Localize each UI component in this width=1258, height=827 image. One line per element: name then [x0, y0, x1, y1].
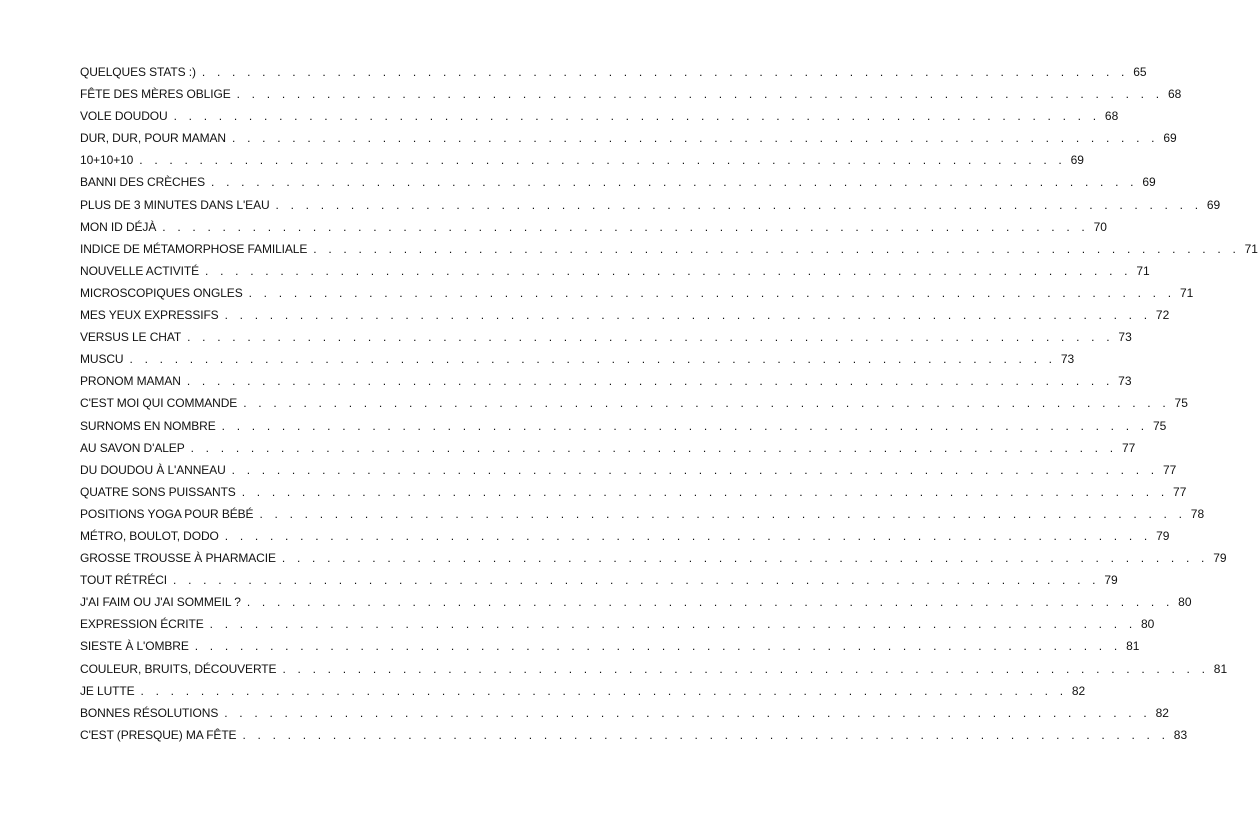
- toc-entry-title: NOUVELLE ACTIVITÉ: [80, 263, 200, 278]
- toc-entry-title: MES YEUX EXPRESSIFS: [80, 308, 219, 323]
- dot-leader: . . . . . . . . . . . . . . . . . . . . . . . . . . . . . . . . . . . . . . . . . . . . . . . . . . . . . . . . . . . . . .: [224, 705, 1151, 720]
- toc-entry-page-number: 81: [1213, 661, 1228, 676]
- toc-entry-title: JE LUTTE: [80, 683, 135, 698]
- toc-entry-title: AU SAVON D'ALEP: [80, 440, 185, 455]
- toc-entry[interactable]: [80, 326, 1132, 348]
- toc-entry-title: C'EST (PRESQUE) MA FÊTE: [80, 727, 237, 742]
- dot-leader: . . . . . . . . . . . . . . . . . . . . . . . . . . . . . . . . . . . . . . . . . . . . . . . . . . . . . . . . . . . . . .: [190, 440, 1118, 455]
- toc-entry[interactable]: [80, 569, 1118, 591]
- toc-entry-title: BANNI DES CRÈCHES: [80, 175, 205, 190]
- toc-entry-title: EXPRESSION ÉCRITE: [80, 617, 204, 632]
- dot-leader: . . . . . . . . . . . . . . . . . . . . . . . . . . . . . . . . . . . . . . . . . . . . . . . . . . . . . . . . . . . . . .: [194, 639, 1122, 654]
- dot-leader: . . . . . . . . . . . . . . . . . . . . . . . . . . . . . . . . . . . . . . . . . . . . . . . . . . . . . . . . . . . . . .: [173, 573, 1100, 588]
- dot-leader: . . . . . . . . . . . . . . . . . . . . . . . . . . . . . . . . . . . . . . . . . . . . . . . . . . . . . . . . . . . . . .: [259, 506, 1187, 521]
- toc-entry-page-number: 70: [1093, 219, 1107, 234]
- toc-entry-page-number: 69: [1142, 175, 1156, 190]
- toc-entry-page-number: 68: [1104, 109, 1119, 124]
- toc-entry-title: QUELQUES STATS :): [80, 65, 196, 79]
- toc-entry-page-number: 71: [1244, 241, 1258, 256]
- dot-leader: . . . . . . . . . . . . . . . . . . . . . . . . . . . . . . . . . . . . . . . . . . . . . . . . . . . . . . . . . . . . . .: [313, 241, 1240, 256]
- dot-leader: . . . . . . . . . . . . . . . . . . . . . . . . . . . . . . . . . . . . . . . . . . . . . . . . . . . . . . . . . . . . . .: [187, 330, 1114, 345]
- toc-entry[interactable]: [80, 635, 1140, 657]
- toc-entry[interactable]: [80, 238, 1258, 260]
- dot-leader: . . . . . . . . . . . . . . . . . . . . . . . . . . . . . . . . . . . . . . . . . . . . . . . . . . . . . . . . . . . . . .: [139, 153, 1066, 168]
- dot-leader: . . . . . . . . . . . . . . . . . . . . . . . . . . . . . . . . . . . . . . . . . . . . . . . . . . . . . . . . . . . . . .: [221, 418, 1149, 433]
- toc-entry-title: PLUS DE 3 MINUTES DANS L'EAU: [80, 197, 270, 212]
- toc-entry-title: INDICE DE MÉTAMORPHOSE FAMILIALE: [80, 241, 308, 256]
- toc-entry-title: TOUT RÉTRÉCI: [80, 573, 168, 588]
- toc-entry[interactable]: [80, 194, 1221, 216]
- dot-leader: . . . . . . . . . . . . . . . . . . . . . . . . . . . . . . . . . . . . . . . . . . . . . . . . . . . . . . . . . . . . . .: [205, 263, 1132, 278]
- toc-entry-page-number: 80: [1141, 617, 1155, 632]
- dot-leader: . . . . . . . . . . . . . . . . . . . . . . . . . . . . . . . . . . . . . . . . . . . . . . . . . . . . . . . . . . . . . .: [236, 87, 1164, 102]
- dot-leader: . . . . . . . . . . . . . . . . . . . . . . . . . . . . . . . . . . . . . . . . . . . . . . . . . . . . . . . . . . . . . .: [129, 352, 1057, 367]
- toc-entry-page-number: 77: [1173, 484, 1187, 499]
- toc-entry-page-number: 65: [1133, 65, 1147, 79]
- toc-entry-title: MON ID DÉJÀ: [80, 219, 157, 234]
- toc-entry-page-number: 73: [1118, 330, 1132, 345]
- toc-entry[interactable]: [80, 680, 1086, 702]
- toc-entry-title: MUSCU: [80, 352, 124, 367]
- toc-entry[interactable]: [80, 459, 1177, 481]
- toc-entry-page-number: 69: [1206, 197, 1221, 212]
- toc-entry[interactable]: [80, 591, 1192, 613]
- toc-entry-page-number: 79: [1213, 551, 1227, 566]
- toc-entry-title: 10+10+10: [80, 153, 134, 168]
- toc-entry-page-number: 82: [1071, 683, 1086, 698]
- toc-entry-title: PRONOM MAMAN: [80, 374, 181, 389]
- dot-leader: . . . . . . . . . . . . . . . . . . . . . . . . . . . . . . . . . . . . . . . . . . . . . . . . . . . . . . . . . . . . . .: [211, 175, 1138, 190]
- toc-entry-title: VERSUS LE CHAT: [80, 330, 182, 345]
- toc-entry-title: DU DOUDOU À L'ANNEAU: [80, 462, 226, 477]
- toc-entry-title: COULEUR, BRUITS, DÉCOUVERTE: [80, 661, 277, 676]
- toc-entry[interactable]: [80, 304, 1170, 326]
- toc-entry[interactable]: [80, 216, 1107, 238]
- toc-entry[interactable]: [80, 392, 1188, 414]
- dot-leader: . . . . . . . . . . . . . . . . . . . . . . . . . . . . . . . . . . . . . . . . . . . . . . . . . . . . . . . . . . . . . .: [173, 109, 1101, 124]
- dot-leader: . . . . . . . . . . . . . . . . . . . . . . . . . . . . . . . . . . . . . . . . . . . . . . . . . . . . . . . . . . . . . .: [282, 661, 1210, 676]
- toc-entry[interactable]: [80, 149, 1084, 171]
- toc-entry-title: SURNOMS EN NOMBRE: [80, 418, 216, 433]
- toc-entry-page-number: 77: [1162, 462, 1177, 477]
- toc-entry[interactable]: [80, 105, 1119, 127]
- toc-entry[interactable]: [80, 481, 1187, 503]
- toc-entry-page-number: 75: [1174, 396, 1188, 411]
- toc-entry-title: BONNES RÉSOLUTIONS: [80, 705, 219, 720]
- toc-entry[interactable]: [80, 724, 1188, 746]
- toc-entry[interactable]: [80, 348, 1075, 370]
- toc-entry-page-number: 79: [1156, 528, 1170, 543]
- toc-entry[interactable]: [80, 503, 1205, 525]
- toc-entry-title: QUATRE SONS PUISSANTS: [80, 484, 236, 499]
- toc-entry[interactable]: [80, 171, 1156, 193]
- toc-entry-page-number: 72: [1155, 308, 1170, 323]
- dot-leader: . . . . . . . . . . . . . . . . . . . . . . . . . . . . . . . . . . . . . . . . . . . . . . . . . . . . . . . . . . . . . .: [241, 484, 1169, 499]
- toc-entry-page-number: 73: [1118, 374, 1132, 389]
- dot-leader: . . . . . . . . . . . . . . . . . . . . . . . . . . . . . . . . . . . . . . . . . . . . . . . . . . . . . . . . . . . . . .: [201, 65, 1129, 79]
- dot-leader: . . . . . . . . . . . . . . . . . . . . . . . . . . . . . . . . . . . . . . . . . . . . . . . . . . . . . . . . . . . . . .: [246, 595, 1174, 610]
- dot-leader: . . . . . . . . . . . . . . . . . . . . . . . . . . . . . . . . . . . . . . . . . . . . . . . . . . . . . . . . . . . . . .: [248, 285, 1176, 300]
- toc-entry-page-number: 81: [1126, 639, 1140, 654]
- toc-entry-page-number: 69: [1163, 131, 1177, 146]
- toc-entry[interactable]: [80, 525, 1170, 547]
- toc-entry-title: VOLE DOUDOU: [80, 109, 168, 124]
- dot-leader: . . . . . . . . . . . . . . . . . . . . . . . . . . . . . . . . . . . . . . . . . . . . . . . . . . . . . . . . . . . . . .: [224, 528, 1152, 543]
- toc-entry[interactable]: [80, 437, 1136, 459]
- toc-entry-title: SIESTE À L'OMBRE: [80, 639, 189, 654]
- dot-leader: . . . . . . . . . . . . . . . . . . . . . . . . . . . . . . . . . . . . . . . . . . . . . . . . . . . . . . . . . . . . . .: [232, 131, 1159, 146]
- dot-leader: . . . . . . . . . . . . . . . . . . . . . . . . . . . . . . . . . . . . . . . . . . . . . . . . . . . . . . . . . . . . . .: [186, 374, 1114, 389]
- dot-leader: . . . . . . . . . . . . . . . . . . . . . . . . . . . . . . . . . . . . . . . . . . . . . . . . . . . . . . . . . . . . . .: [275, 197, 1203, 212]
- toc-entry-page-number: 75: [1152, 418, 1167, 433]
- toc-entry-page-number: 77: [1121, 440, 1136, 455]
- toc-entry[interactable]: [80, 127, 1177, 149]
- toc-entry-title: POSITIONS YOGA POUR BÉBÉ: [80, 506, 254, 521]
- dot-leader: . . . . . . . . . . . . . . . . . . . . . . . . . . . . . . . . . . . . . . . . . . . . . . . . . . . . . . . . . . . . . .: [224, 308, 1152, 323]
- dot-leader: . . . . . . . . . . . . . . . . . . . . . . . . . . . . . . . . . . . . . . . . . . . . . . . . . . . . . . . . . . . . . .: [162, 219, 1089, 234]
- toc-entry[interactable]: [80, 415, 1167, 437]
- toc-entry-title: MICROSCOPIQUES ONGLES: [80, 285, 243, 300]
- toc-entry-page-number: 83: [1173, 727, 1188, 742]
- toc-entry-page-number: 71: [1136, 263, 1150, 278]
- toc-entry[interactable]: [80, 702, 1169, 724]
- toc-entry-title: MÉTRO, BOULOT, DODO: [80, 528, 219, 543]
- toc-entry-page-number: 80: [1178, 595, 1192, 610]
- toc-entry-title: GROSSE TROUSSE À PHARMACIE: [80, 551, 276, 566]
- dot-leader: . . . . . . . . . . . . . . . . . . . . . . . . . . . . . . . . . . . . . . . . . . . . . . . . . . . . . . . . . . . . . .: [140, 683, 1068, 698]
- toc-entry[interactable]: [80, 260, 1150, 282]
- toc-entry[interactable]: [80, 658, 1228, 680]
- toc-entry-page-number: 71: [1179, 285, 1194, 300]
- toc-entry-page-number: 68: [1167, 87, 1182, 102]
- toc-entry[interactable]: [80, 61, 1147, 83]
- toc-entry-page-number: 82: [1155, 705, 1169, 720]
- toc-entry-page-number: 79: [1104, 573, 1118, 588]
- dot-leader: . . . . . . . . . . . . . . . . . . . . . . . . . . . . . . . . . . . . . . . . . . . . . . . . . . . . . . . . . . . . . .: [281, 551, 1209, 566]
- toc-entry[interactable]: [80, 282, 1194, 304]
- toc-entry-title: C'EST MOI QUI COMMANDE: [80, 396, 238, 411]
- table-of-contents: [80, 61, 1258, 746]
- toc-entry[interactable]: [80, 613, 1155, 635]
- toc-entry[interactable]: [80, 547, 1227, 569]
- toc-entry-title: FÊTE DES MÈRES OBLIGE: [80, 87, 231, 102]
- toc-entry-title: J'AI FAIM OU J'AI SOMMEIL ?: [80, 595, 241, 610]
- toc-entry-page-number: 69: [1070, 153, 1084, 168]
- dot-leader: . . . . . . . . . . . . . . . . . . . . . . . . . . . . . . . . . . . . . . . . . . . . . . . . . . . . . . . . . . . . . .: [231, 462, 1159, 477]
- dot-leader: . . . . . . . . . . . . . . . . . . . . . . . . . . . . . . . . . . . . . . . . . . . . . . . . . . . . . . . . . . . . . .: [209, 617, 1137, 632]
- toc-entry-page-number: 73: [1060, 352, 1075, 367]
- toc-entry[interactable]: [80, 83, 1182, 105]
- toc-entry-title: DUR, DUR, POUR MAMAN: [80, 131, 227, 146]
- dot-leader: . . . . . . . . . . . . . . . . . . . . . . . . . . . . . . . . . . . . . . . . . . . . . . . . . . . . . . . . . . . . . .: [243, 396, 1170, 411]
- dot-leader: . . . . . . . . . . . . . . . . . . . . . . . . . . . . . . . . . . . . . . . . . . . . . . . . . . . . . . . . . . . . . .: [242, 727, 1170, 742]
- toc-entry-page-number: 78: [1190, 506, 1205, 521]
- toc-entry[interactable]: [80, 370, 1132, 392]
